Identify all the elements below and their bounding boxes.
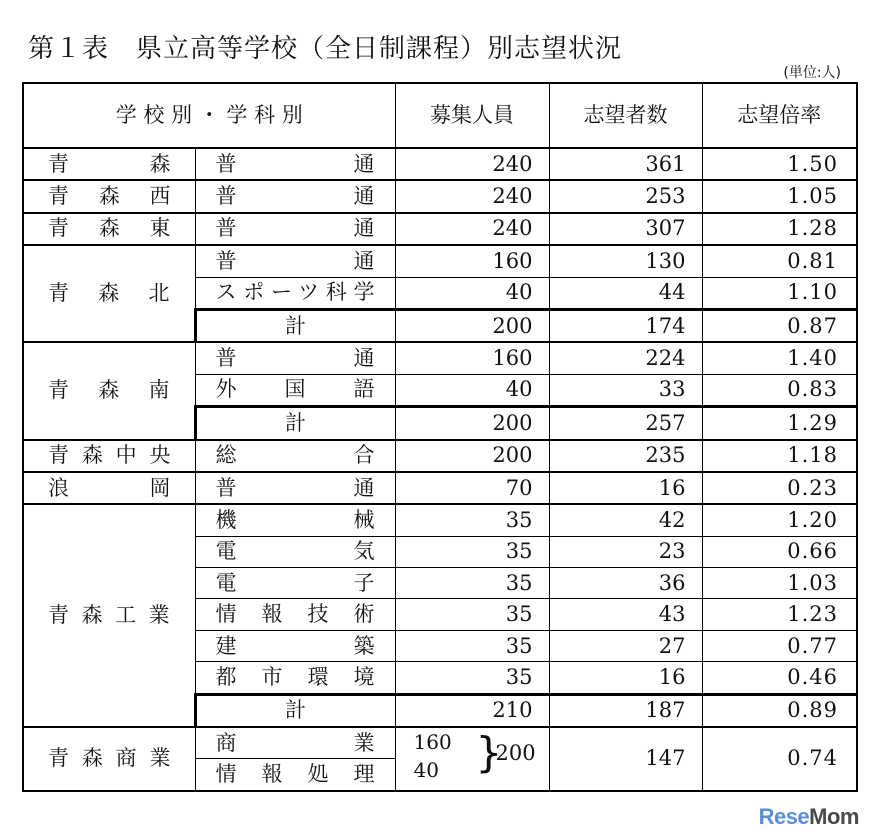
ratio-cell: 0.77: [702, 630, 857, 661]
capacity-cell: 240: [395, 180, 549, 212]
school-name: 浪岡: [23, 472, 195, 504]
ratio-cell: 0.74: [702, 727, 857, 791]
applicants-cell: 42: [549, 504, 702, 536]
capacity-cell: 35: [395, 599, 549, 630]
logo-text-2: Mom: [809, 804, 859, 829]
applicants-cell: 23: [549, 536, 702, 567]
ratio-cell: 0.23: [702, 472, 857, 504]
capacity-cell: 40: [395, 374, 549, 406]
table-row: [23, 342, 857, 374]
dept-name: 普通: [195, 245, 395, 277]
ratio-cell: 1.03: [702, 568, 857, 599]
ratio-cell: 0.66: [702, 536, 857, 567]
dept-name: 情報処理: [195, 759, 395, 791]
capacity-cell: 70: [395, 472, 549, 504]
ratio-cell: 0.87: [702, 309, 857, 342]
dept-name: 普通: [195, 342, 395, 374]
table-row: [23, 727, 857, 759]
dept-name: 電子: [195, 568, 395, 599]
dept-name: 総合: [195, 440, 395, 472]
school-name: 青森北: [23, 245, 195, 342]
applicants-cell: 253: [549, 180, 702, 212]
capacity-cell: 200: [395, 440, 549, 472]
ratio-cell: 0.46: [702, 662, 857, 694]
total-label: 計: [195, 694, 395, 727]
logo-text-1: Rese: [758, 804, 810, 829]
ratio-cell: 1.29: [702, 407, 857, 440]
applicants-cell: 16: [549, 662, 702, 694]
brace-icon: }: [475, 728, 503, 778]
applicants-cell: 44: [549, 277, 702, 309]
capacity-cell: 35: [395, 504, 549, 536]
ratio-cell: 1.10: [702, 277, 857, 309]
applicants-cell: 187: [549, 694, 702, 727]
dept-name: 外国語: [195, 374, 395, 406]
header-applicants: 志望者数: [549, 83, 702, 148]
dept-name: 商業: [195, 727, 395, 759]
table-row: [23, 213, 857, 245]
applicants-cell: 130: [549, 245, 702, 277]
table-row: [23, 472, 857, 504]
ratio-cell: 1.18: [702, 440, 857, 472]
table-row: [23, 180, 857, 212]
school-name: 青森西: [23, 180, 195, 212]
ratio-cell: 0.81: [702, 245, 857, 277]
ratio-cell: 1.50: [702, 148, 857, 180]
capacity-sum: 200: [495, 741, 536, 766]
applicants-cell: 147: [549, 727, 702, 791]
capacity-cell: 240: [395, 148, 549, 180]
dept-name: スポーツ科学: [195, 277, 395, 309]
dept-name: 電気: [195, 536, 395, 567]
ratio-cell: 1.28: [702, 213, 857, 245]
dept-name: 普通: [195, 180, 395, 212]
capacity-cell: 160: [395, 342, 549, 374]
applicants-cell: 27: [549, 630, 702, 661]
applicants-cell: 36: [549, 568, 702, 599]
capacity-part: 160: [413, 730, 452, 755]
header-school-dept: 学 校 別 ・ 学 科 別: [23, 83, 395, 148]
school-name: 青森工業: [23, 504, 195, 727]
header-row: [23, 83, 857, 148]
table-row: [23, 504, 857, 536]
applicant-table: [22, 82, 858, 792]
resemom-logo: [759, 804, 859, 830]
school-name: 青森東: [23, 213, 195, 245]
applicants-cell: 361: [549, 148, 702, 180]
dept-name: 機械: [195, 504, 395, 536]
applicants-cell: 257: [549, 407, 702, 440]
capacity-cell: 35: [395, 630, 549, 661]
combined-capacity-cell: [395, 727, 549, 791]
capacity-cell: 40: [395, 277, 549, 309]
capacity-cell: 200: [395, 407, 549, 440]
ratio-cell: 1.05: [702, 180, 857, 212]
dept-name: 普通: [195, 148, 395, 180]
table-row: [23, 245, 857, 277]
capacity-cell: 35: [395, 568, 549, 599]
applicants-cell: 43: [549, 599, 702, 630]
page-title: 第１表 県立高等学校（全日制課程）別志望状況: [28, 34, 623, 64]
ratio-cell: 1.20: [702, 504, 857, 536]
applicants-cell: 235: [549, 440, 702, 472]
capacity-cell: 35: [395, 662, 549, 694]
school-name: 青森: [23, 148, 195, 180]
capacity-part: 40: [413, 758, 439, 783]
capacity-breakdown: [414, 728, 452, 784]
table-row: [23, 148, 857, 180]
unit-label: (単位:人): [783, 65, 841, 81]
table-row: [23, 440, 857, 472]
dept-name: 建築: [195, 630, 395, 661]
dept-name: 都市環境: [195, 662, 395, 694]
ratio-cell: 1.23: [702, 599, 857, 630]
applicants-cell: 16: [549, 472, 702, 504]
dept-name: 普通: [195, 213, 395, 245]
school-name: 青森中央: [23, 440, 195, 472]
capacity-cell: 240: [395, 213, 549, 245]
school-name: 青森商業: [23, 727, 195, 791]
total-label: 計: [195, 407, 395, 440]
header-capacity: 募集人員: [395, 83, 549, 148]
applicants-cell: 33: [549, 374, 702, 406]
total-label: 計: [195, 309, 395, 342]
school-name: 青森南: [23, 342, 195, 439]
header-ratio: 志望倍率: [702, 83, 857, 148]
dept-name: 情報技術: [195, 599, 395, 630]
dept-name: 普通: [195, 472, 395, 504]
capacity-cell: 200: [395, 309, 549, 342]
ratio-cell: 1.40: [702, 342, 857, 374]
ratio-cell: 0.83: [702, 374, 857, 406]
capacity-cell: 160: [395, 245, 549, 277]
applicants-cell: 224: [549, 342, 702, 374]
ratio-cell: 0.89: [702, 694, 857, 727]
applicants-cell: 174: [549, 309, 702, 342]
capacity-cell: 210: [395, 694, 549, 727]
capacity-cell: 35: [395, 536, 549, 567]
applicants-cell: 307: [549, 213, 702, 245]
